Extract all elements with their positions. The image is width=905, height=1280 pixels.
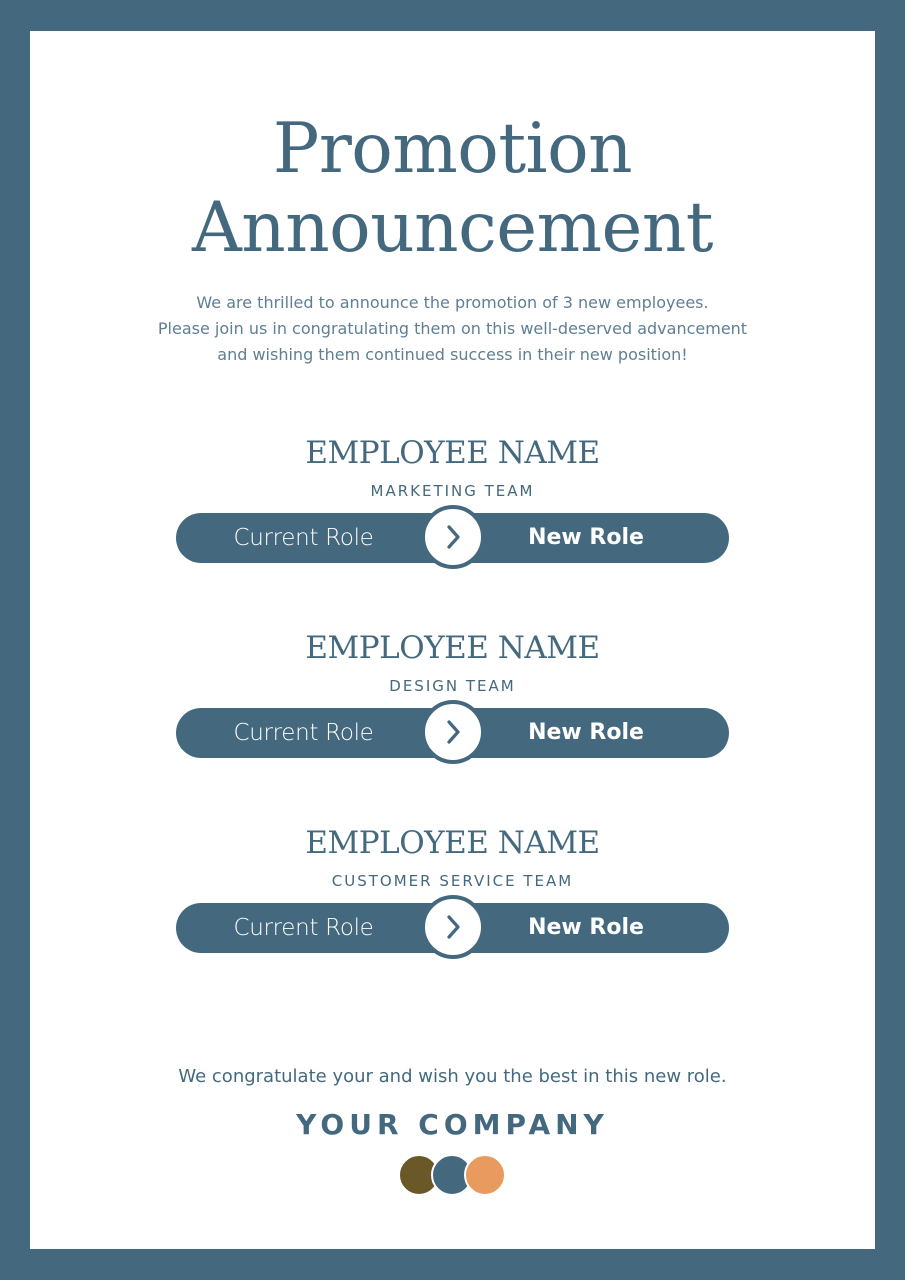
chevron-right-icon [421,505,485,569]
employee-team: MARKETING TEAM [370,482,535,500]
employee-team: DESIGN TEAM [389,677,516,695]
intro-text-line-3: and wishing them continued success in their new position! [217,345,688,364]
new-role-label: New Role [528,525,644,550]
chevron-right-icon [421,895,485,959]
current-role-label: Current Role [233,915,374,941]
logo-circle-orange [464,1154,506,1196]
current-role-label: Current Role [233,525,374,551]
page-title-line-2: Announcement [191,188,714,268]
company-logo [398,1154,508,1196]
role-change-bar [176,903,729,953]
intro-text-line-2: Please join us in congratulating them on this well-deserved advancement [157,319,748,338]
employee-name: EMPLOYEE NAME [305,825,600,861]
closing-message: We congratulate your and wish you the best in this new role. [178,1066,727,1087]
company-name: YOUR COMPANY [296,1108,609,1141]
intro-text-line-1: We are thrilled to announce the promotion of 3 new employees. [196,293,709,312]
current-role-label: Current Role [233,720,374,746]
new-role-label: New Role [528,720,644,745]
employee-name: EMPLOYEE NAME [305,435,600,471]
new-role-label: New Role [528,915,644,940]
page-title-line-1: Promotion [272,109,633,189]
chevron-right-icon [421,700,485,764]
employee-name: EMPLOYEE NAME [305,630,600,666]
role-change-bar [176,708,729,758]
employee-team: CUSTOMER SERVICE TEAM [331,872,574,890]
announcement-card [30,31,875,1249]
role-change-bar [176,513,729,563]
